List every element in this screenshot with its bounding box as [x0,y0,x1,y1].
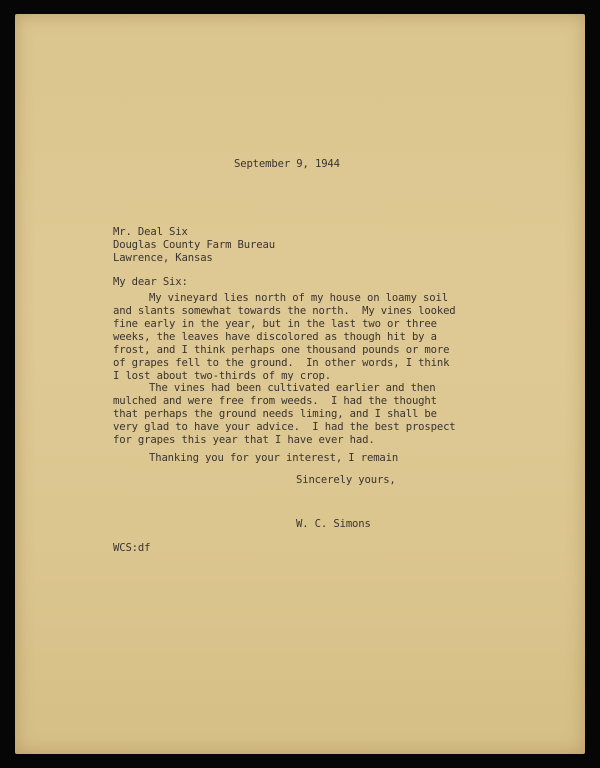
body-line: weeks, the leaves have discolored as though hit by a [113,331,437,343]
body-line: mulched and were free from weeds. I had the thought [113,395,437,407]
signature-name: W. C. Simons [296,518,371,530]
letter-date: September 9, 1944 [234,158,340,170]
body-line: I lost about two-thirds of my crop. [113,370,331,382]
body-line: that perhaps the ground needs liming, and I shall be [113,408,437,420]
body-line: very glad to have your advice. I had the best prospect [113,421,456,433]
recipient-organization: Douglas County Farm Bureau [113,239,275,251]
closing-line: Thanking you for your interest, I remain [149,452,399,464]
body-line: The vines had been cultivated earlier and then [149,382,436,394]
body-line: My vineyard lies north of my house on loamy soil [149,292,448,304]
body-line: of grapes fell to the ground. In other words, I think [113,357,450,369]
recipient-city: Lawrence, Kansas [113,252,213,264]
salutation: My dear Six: [113,276,188,288]
body-line: fine early in the year, but in the last two or three [113,318,437,330]
body-line: for grapes this year that I have ever had. [113,434,375,446]
valediction: Sincerely yours, [296,474,396,486]
recipient-name: Mr. Deal Six [113,226,188,238]
typist-initials: WCS:df [113,542,151,554]
body-line: and slants somewhat towards the north. My vines looked [113,305,456,317]
body-line: frost, and I think perhaps one thousand pounds or more [113,344,450,356]
